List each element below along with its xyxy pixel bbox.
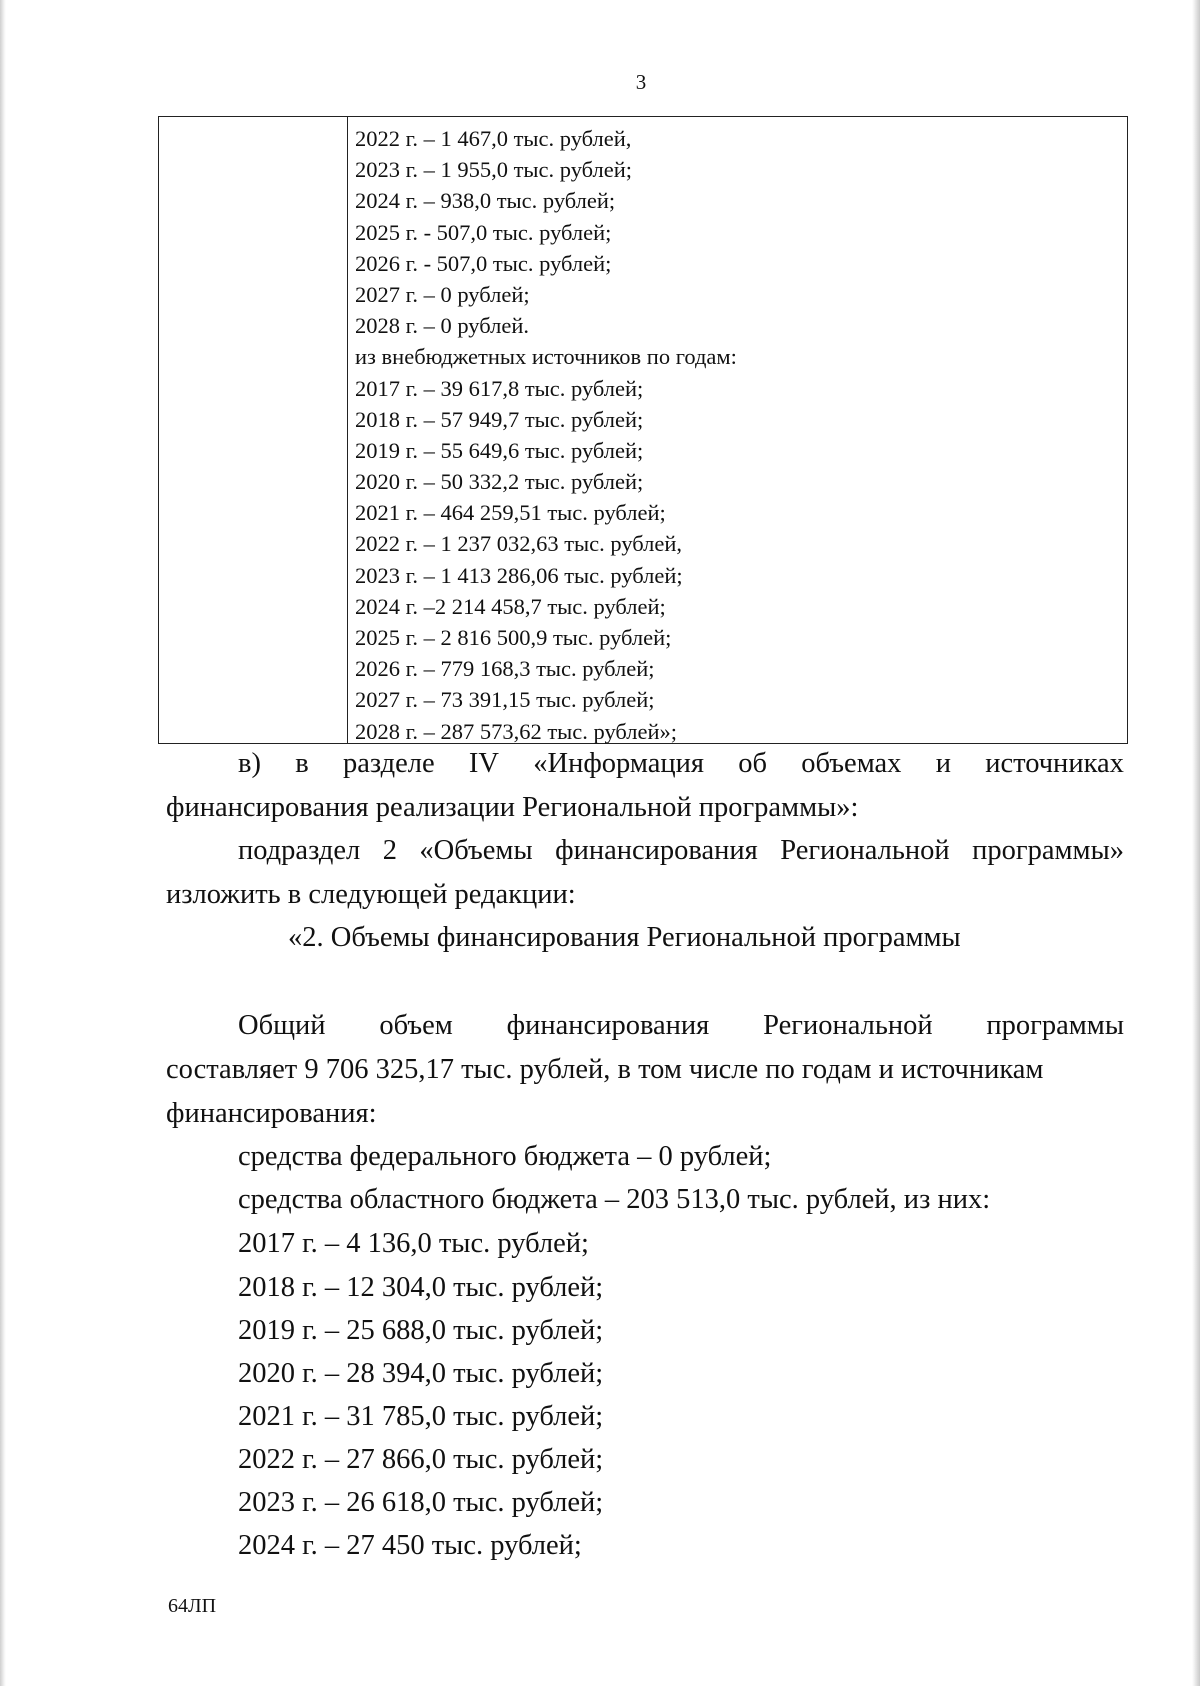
table-content-cell [355,123,1115,747]
table-line: из внебюджетных источников по годам: [355,344,737,370]
para-v-word: IV [468,748,499,779]
federal-budget-line: средства федерального бюджета – 0 рублей; [238,1141,772,1172]
regional-year-line: 2024 г. – 27 450 тыс. рублей; [238,1530,582,1561]
document-code: 64ЛП [168,1595,217,1617]
para-sub-word: программы» [972,835,1124,866]
table-line: 2022 г. – 1 467,0 тыс. рублей, [355,126,632,151]
para-total-word: объем [379,1010,453,1041]
table-line: 2023 г. – 1 955,0 тыс. рублей; [355,157,633,183]
scan-edge-left [0,0,6,1686]
section-heading: «2. Объемы финансирования Региональной программы [288,922,961,953]
para-total-word: Региональной [763,1010,933,1041]
para-sub-word: 2 [382,835,397,866]
financing-table [158,116,1128,744]
table-line: 2027 г. – 73 391,15 тыс. рублей; [355,687,655,713]
para-sub-word: «Объемы [419,835,533,866]
page-number: 3 [635,70,647,94]
table-line: 2023 г. – 1 413 286,06 тыс. рублей; [355,562,683,588]
para-v-word: источниках [985,748,1124,779]
para-v-word: разделе [342,748,435,779]
regional-year-line: 2019 г. – 25 688,0 тыс. рублей; [238,1315,604,1346]
regional-year-line: 2021 г. – 31 785,0 тыс. рублей; [238,1401,604,1432]
table-line: 2018 г. – 57 949,7 тыс. рублей; [355,406,644,432]
para-total-line-1 [238,1010,1124,1042]
table-line: 2020 г. – 50 332,2 тыс. рублей; [355,469,644,495]
para-sub-word: финансирования [555,835,758,866]
table-line: 2019 г. – 55 649,6 тыс. рублей; [355,437,644,463]
para-total-word: Общий [238,1010,326,1041]
table-line: 2021 г. – 464 259,51 тыс. рублей; [355,500,666,526]
para-sub-line-1 [238,835,1124,867]
para-total-word: финансирования [506,1010,710,1041]
table-line: 2026 г. - 507,0 тыс. рублей; [355,250,612,276]
para-sub-word: подраздел [238,835,361,866]
scan-edge-right [1192,0,1200,1686]
regional-year-line: 2022 г. – 27 866,0 тыс. рублей; [238,1444,604,1475]
para-total-line-2: составляет 9 706 325,17 тыс. рублей, в том числе по годам и источникам [166,1054,1044,1085]
para-sub-word: Региональной [780,835,950,866]
para-v-line-1 [238,748,1124,780]
table-line: 2024 г. – 938,0 тыс. рублей; [355,188,616,214]
table-line: 2025 г. - 507,0 тыс. рублей; [355,219,612,245]
regional-year-line: 2020 г. – 28 394,0 тыс. рублей; [238,1358,604,1389]
para-total-line-3: финансирования: [166,1098,377,1129]
table-line: 2024 г. –2 214 458,7 тыс. рублей; [355,593,666,619]
table-line: 2022 г. – 1 237 032,63 тыс. рублей, [355,531,683,557]
para-sub-line-2: изложить в следующей редакции: [166,879,576,910]
para-v-word: «Информация [533,748,704,779]
para-v-word: об [738,748,767,779]
table-line: 2028 г. – 287 573,62 тыс. рублей»; [355,718,678,744]
regional-year-line: 2018 г. – 12 304,0 тыс. рублей; [238,1272,604,1303]
table-line: 2028 г. – 0 рублей. [355,313,529,339]
para-v-word: объемах [801,748,902,779]
regional-budget-line: средства областного бюджета – 203 513,0 тыс. рублей, из них: [238,1184,991,1215]
para-v-word: и [935,748,951,779]
table-column-divider [347,117,348,743]
table-line: 2027 г. – 0 рублей; [355,281,530,307]
para-v-word: в [295,748,309,779]
regional-year-line: 2023 г. – 26 618,0 тыс. рублей; [238,1487,604,1518]
para-total-word: программы [986,1010,1124,1041]
para-v-line-2: финансирования реализации Региональной программы»: [166,792,859,823]
table-line: 2017 г. – 39 617,8 тыс. рублей; [355,375,644,401]
regional-year-line: 2017 г. – 4 136,0 тыс. рублей; [238,1228,589,1259]
table-line: 2026 г. – 779 168,3 тыс. рублей; [355,656,655,682]
table-line: 2025 г. – 2 816 500,9 тыс. рублей; [355,625,672,650]
para-v-word: в) [238,748,261,779]
